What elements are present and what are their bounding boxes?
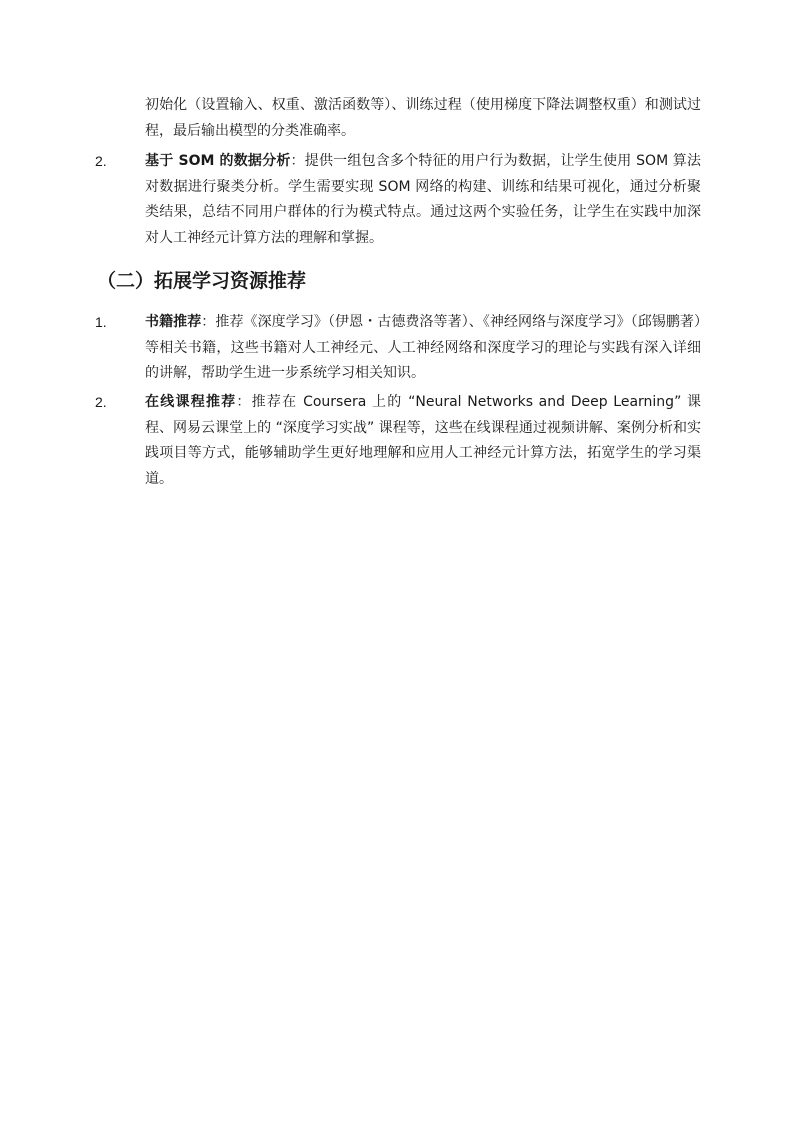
list-item-text: 推荐在 Coursera 上的 “Neural Networks and Deep Learning” 课程、网易云课堂上的 “深度学习实战” 课程等，这些在线课程通过视频讲解、案例分析和实践项目等方式，能够辅助学生更好地理解和应用人工神经元计算方法，拓宽学生的学习渠道。: [145, 394, 702, 487]
list-item-separator: ：: [290, 153, 305, 169]
list-number: 2.: [95, 153, 107, 169]
list-item-body: [145, 390, 701, 492]
list-item-lead: 书籍推荐: [145, 314, 202, 330]
list-item-body: [145, 149, 701, 251]
section-heading: （二）拓展学习资源推荐: [97, 270, 307, 292]
continuation-paragraph: 初始化（设置输入、权重、激活函数等）、训练过程（使用梯度下降法调整权重）和测试过程，最后输出模型的分类准确率。: [145, 97, 701, 139]
list-number: 2.: [95, 394, 107, 410]
list-item-lead: 基于 SOM 的数据分析: [145, 153, 291, 169]
list-item-body: [145, 310, 701, 387]
list-number: 1.: [95, 314, 107, 330]
list-item-separator: ：: [236, 394, 252, 410]
list-item-text: 推荐《深度学习》（伊恩・古德费洛等著）、《神经网络与深度学习》（邱锡鹏著）等相关书籍，这些书籍对人工神经元、人工神经网络和深度学习的理论与实践有深入详细的讲解，帮助学生进一步系统学习相关知识。: [145, 314, 702, 381]
list-item-separator: ：: [201, 314, 216, 330]
list-item-text: 提供一组包含多个特征的用户行为数据，让学生使用 SOM 算法对数据进行聚类分析。学生需要实现 SOM 网络的构建、训练和结果可视化，通过分析聚类结果，总结不同用户群体的行为模式特点。通过这两个实验任务，让学生在实践中加深对人工神经元计算方法的理解和掌握。: [145, 153, 702, 246]
list-item-lead: 在线课程推荐: [145, 394, 237, 410]
